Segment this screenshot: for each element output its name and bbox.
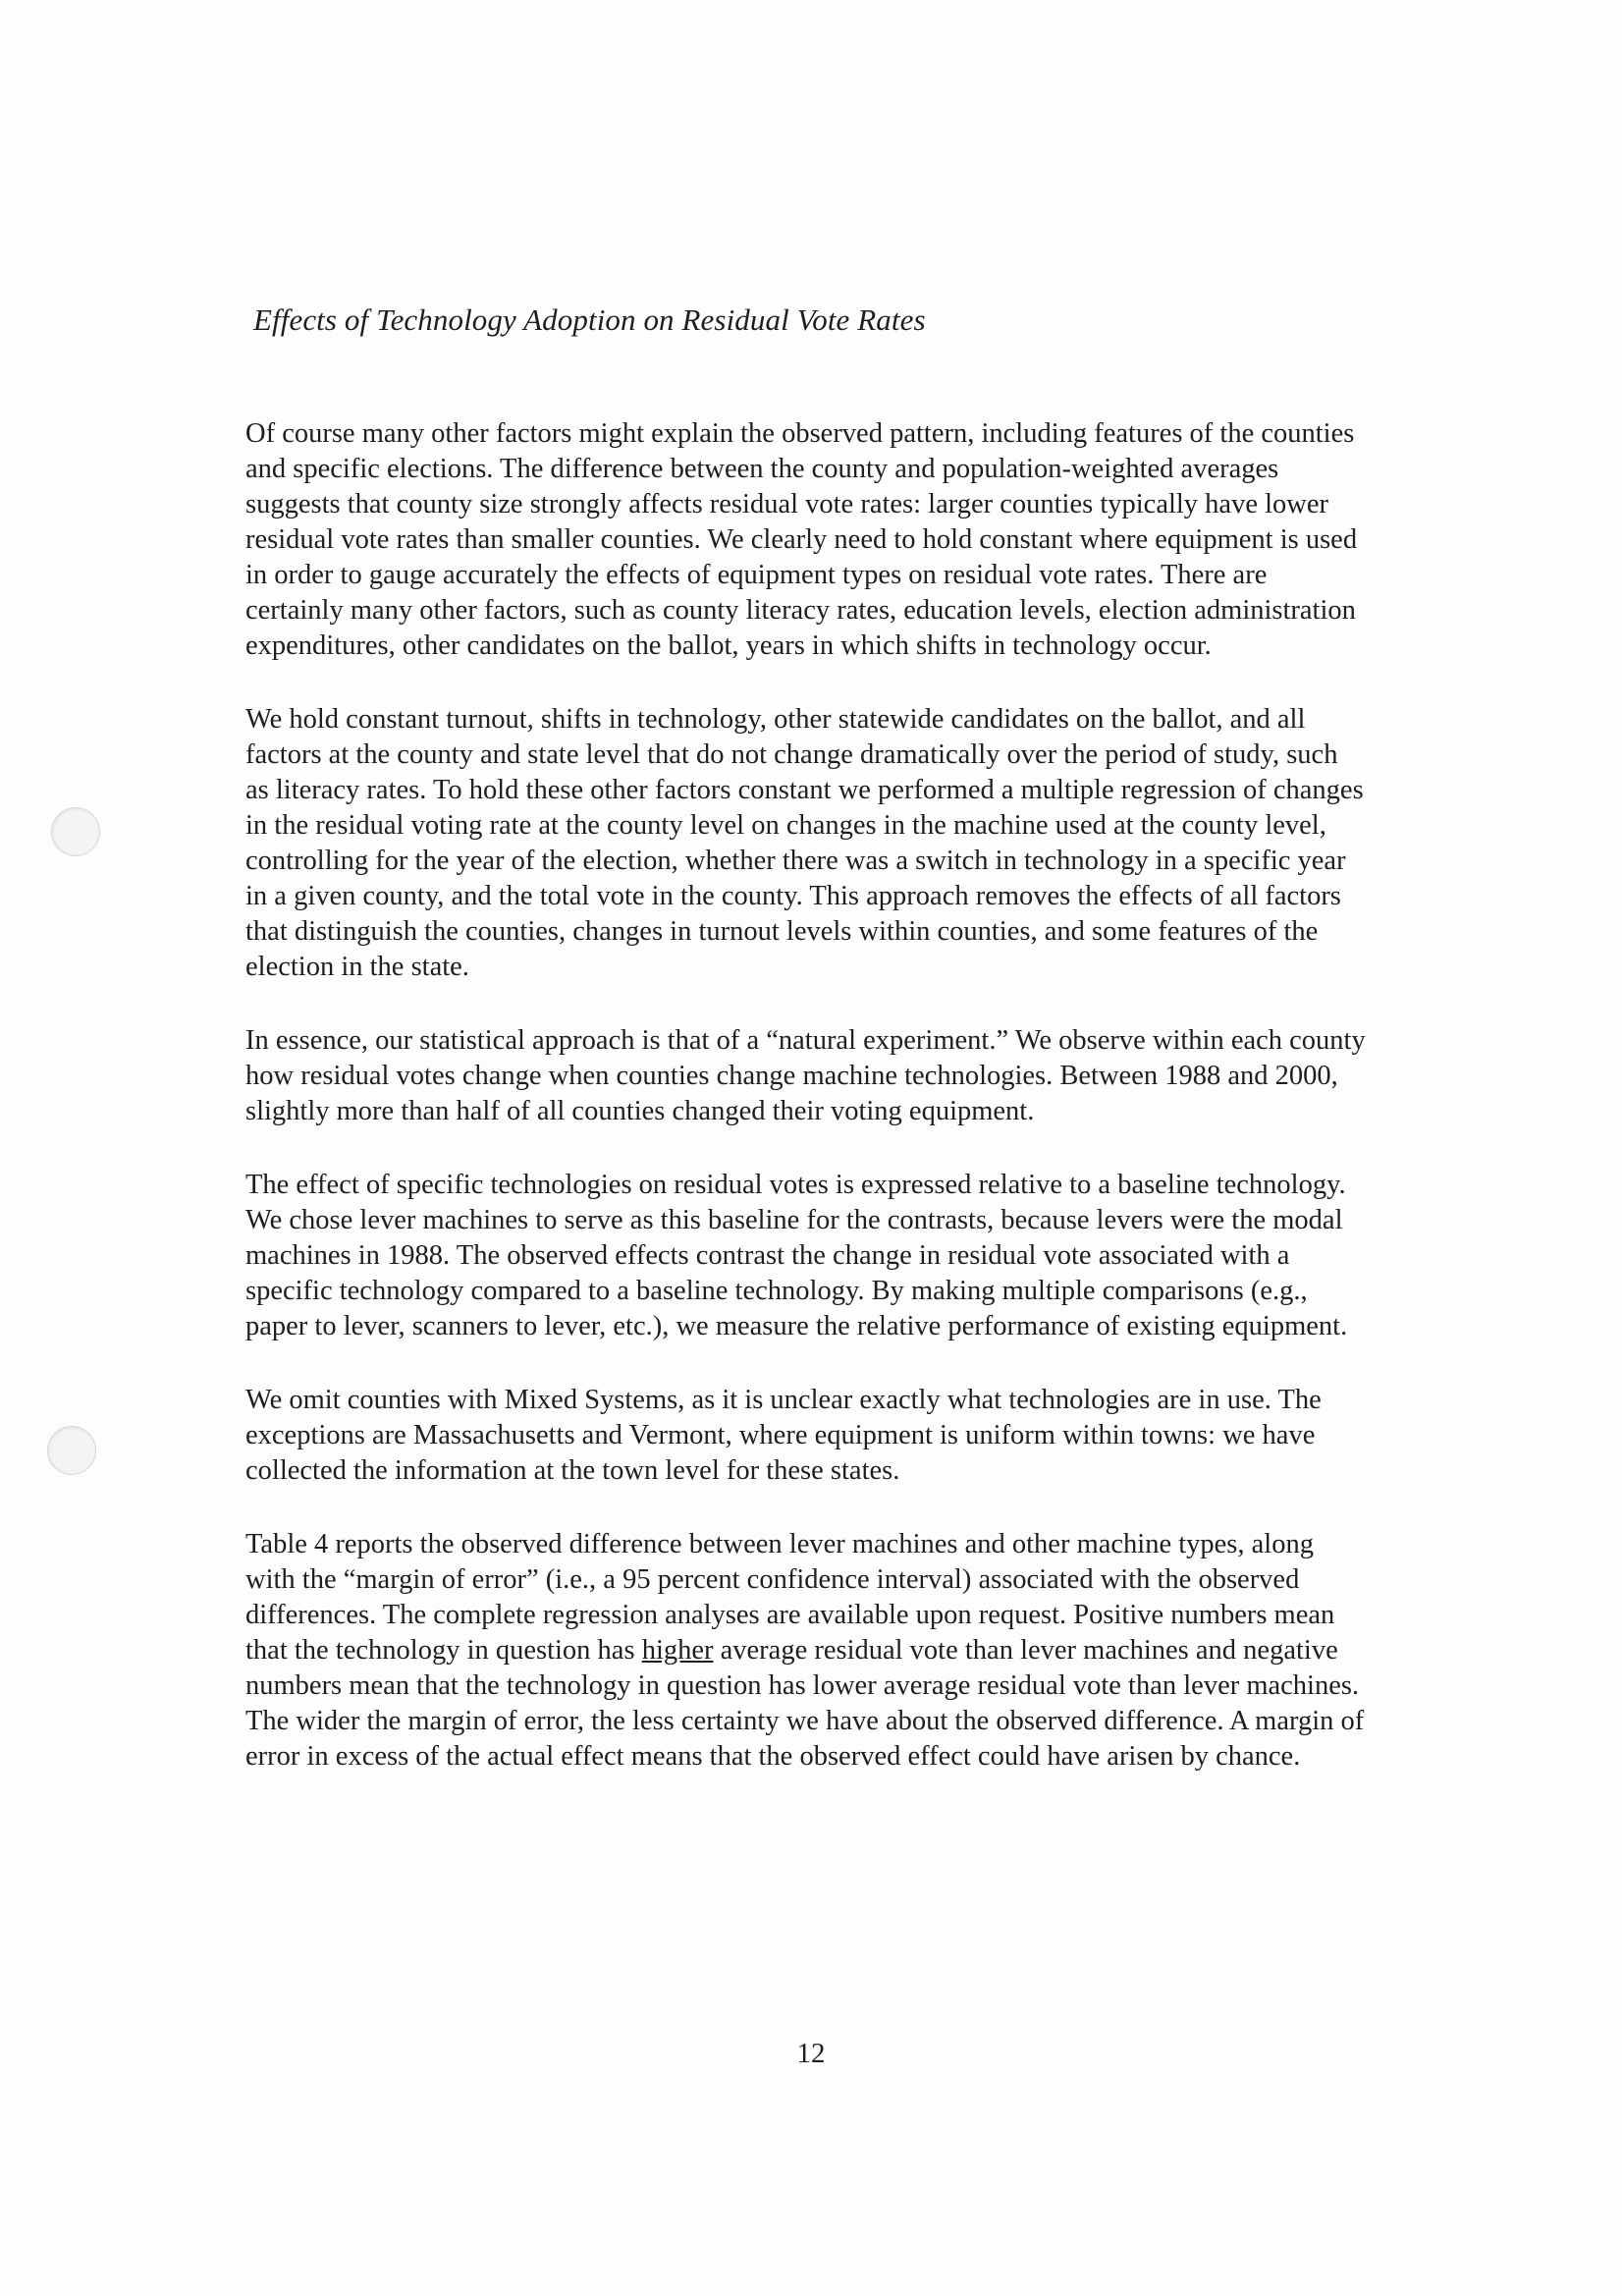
binder-hole-top (51, 807, 100, 856)
paragraph-regression-approach: We hold constant turnout, shifts in technology, other statewide candidates on the ballot, and all factors at the county and state level that do not change dramatically over the period of study, such as literacy rates. To hold these other factors constant we performed a multiple regression of changes in the residual voting rate at the county level on changes in the machine used at the county level, controlling for the year of the election, whether there was a switch in technology in a specific year in a given county, and the total vote in the county. This approach removes the effects of all factors that distinguish the counties, changes in turnout levels within counties, and some features of the election in the state. (245, 704, 1364, 982)
paragraph-confounding-factors: Of course many other factors might explain the observed pattern, including features of the counties and specific elections. The difference between the county and population-weighted averages suggests that county size strongly affects residual vote rates: larger counties typically have lower residual vote rates than smaller counties. We clearly need to hold constant where equipment is used in order to gauge accurately the effects of equipment types on residual vote rates. There are certainly many other factors, such as county literacy rates, education levels, election administration expenditures, other candidates on the ballot, years in which shifts in technology occur. (245, 418, 1358, 661)
page-number: 12 (796, 2038, 826, 2069)
emphasized-word: higher (641, 1635, 714, 1666)
paragraph-text-before-emphasis: Table 4 reports the observed difference between lever machines and other machine types, along with the “margin of error” (i.e., a 95 percent confidence interval) associated with the observed differences. The complete regression analyses are available upon request. Positive numbers mean that the technology in question has (245, 1529, 1335, 1666)
binder-hole-bottom (47, 1426, 96, 1475)
paragraph-baseline-technology: The effect of specific technologies on residual votes is expressed relative to a baseline technology. We chose lever machines to serve as this baseline for the contrasts, because levers were the modal machines in 1988. The observed effects contrast the change in residual vote associated with a specific technology compared to a baseline technology. By making multiple comparisons (e.g., paper to lever, scanners to lever, etc.), we measure the relative performance of existing equipment. (245, 1170, 1348, 1341)
section-title: Effects of Technology Adoption on Residual Vote Rates (253, 302, 926, 337)
paragraph-table-4-explanation (245, 1527, 1367, 1775)
paragraph-text-after-emphasis: average residual vote than lever machines and negative numbers mean that the technology in question has lower average residual vote than lever machines. The wider the margin of error, the less certainty we have about the observed difference. A margin of error in excess of the actual effect means that the observed effect could have arisen by chance. (245, 1635, 1365, 1772)
paragraph-mixed-systems: We omit counties with Mixed Systems, as it is unclear exactly what technologies are in use. The exceptions are Massachusetts and Vermont, where equipment is uniform within towns: we have collected the information at the town level for these states. (245, 1385, 1322, 1486)
document-body (245, 416, 1367, 1813)
paragraph-natural-experiment: In essence, our statistical approach is that of a “natural experiment.” We observe within each county how residual votes change when counties change machine technologies. Between 1988 and 2000, slightly more than half of all counties changed their voting equipment. (245, 1025, 1366, 1126)
